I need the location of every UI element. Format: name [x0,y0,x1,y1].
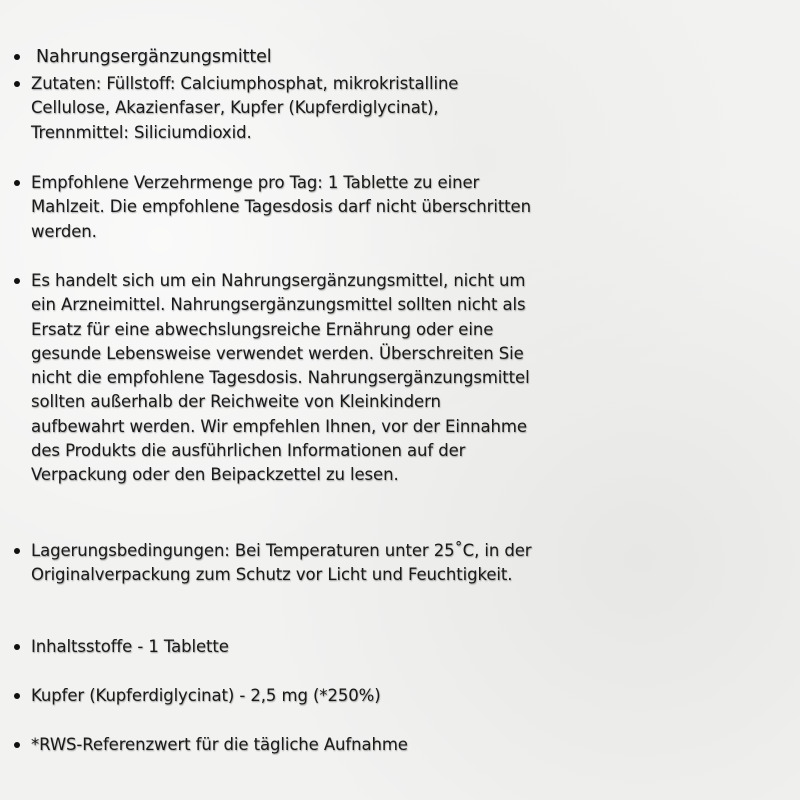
bullet-icon [14,693,20,699]
contents-header-text: Inhaltsstoffe - 1 Tablette [31,637,229,656]
warning-text: Es handelt sich um ein Nahrungsergänzungsmittel, nicht um ein Arzneimittel. Nahrungsergänzungsmittel sollten nicht als Ersatz für eine abwechslungsreiche Ernährung oder eine gesunde Lebensweise verwendet werden. Überschreiten Sie nicht die empfohlene Tagesdosis. Nahrungsergänzungsmittel sollten außerhalb der Reichweite von Kleinkindern aufbewahrt werden. Wir empfehlen Ihnen, vor der Einnahme des Produkts die ausführlichen Informationen auf der Verpackung oder den Beipackzettel zu lesen. [31,271,530,485]
dosage-text: Empfohlene Verzehrmenge pro Tag: 1 Tablette zu einer Mahlzeit. Die empfohlene Tagesdosis darf nicht überschritten werden. [31,173,531,241]
list-item-footnote [14,733,534,757]
product-type-text: Nahrungsergänzungsmittel [36,47,272,67]
bullet-icon [14,81,20,87]
footnote-text: *RWS-Referenzwert für die tägliche Aufnahme [31,735,408,754]
bullet-icon [14,54,20,60]
list-item-warning [14,269,534,488]
bullet-icon [14,548,20,554]
list-item-storage [14,539,534,588]
list-item-contents-header [14,635,534,659]
bullet-icon [14,180,20,186]
bullet-icon [14,278,20,284]
list-item-dosage [14,171,534,244]
storage-text: Lagerungsbedingungen: Bei Temperaturen unter 25˚C, in der Originalverpackung zum Schutz vor Licht und Feuchtigkeit. [31,541,532,585]
list-item-copper [14,684,534,708]
bullet-icon [14,742,20,748]
list-item-product-type [14,45,534,69]
copper-text: Kupfer (Kupferdiglycinat) - 2,5 mg (*250%) [31,686,381,705]
ingredients-text: Zutaten: Füllstoff: Calciumphosphat, mikrokristalline Cellulose, Akazienfaser, Kupfer (Kupferdiglycinat), Trennmittel: Siliciumdioxid. [31,74,459,142]
list-item-ingredients [14,72,534,145]
bullet-icon [14,644,20,650]
